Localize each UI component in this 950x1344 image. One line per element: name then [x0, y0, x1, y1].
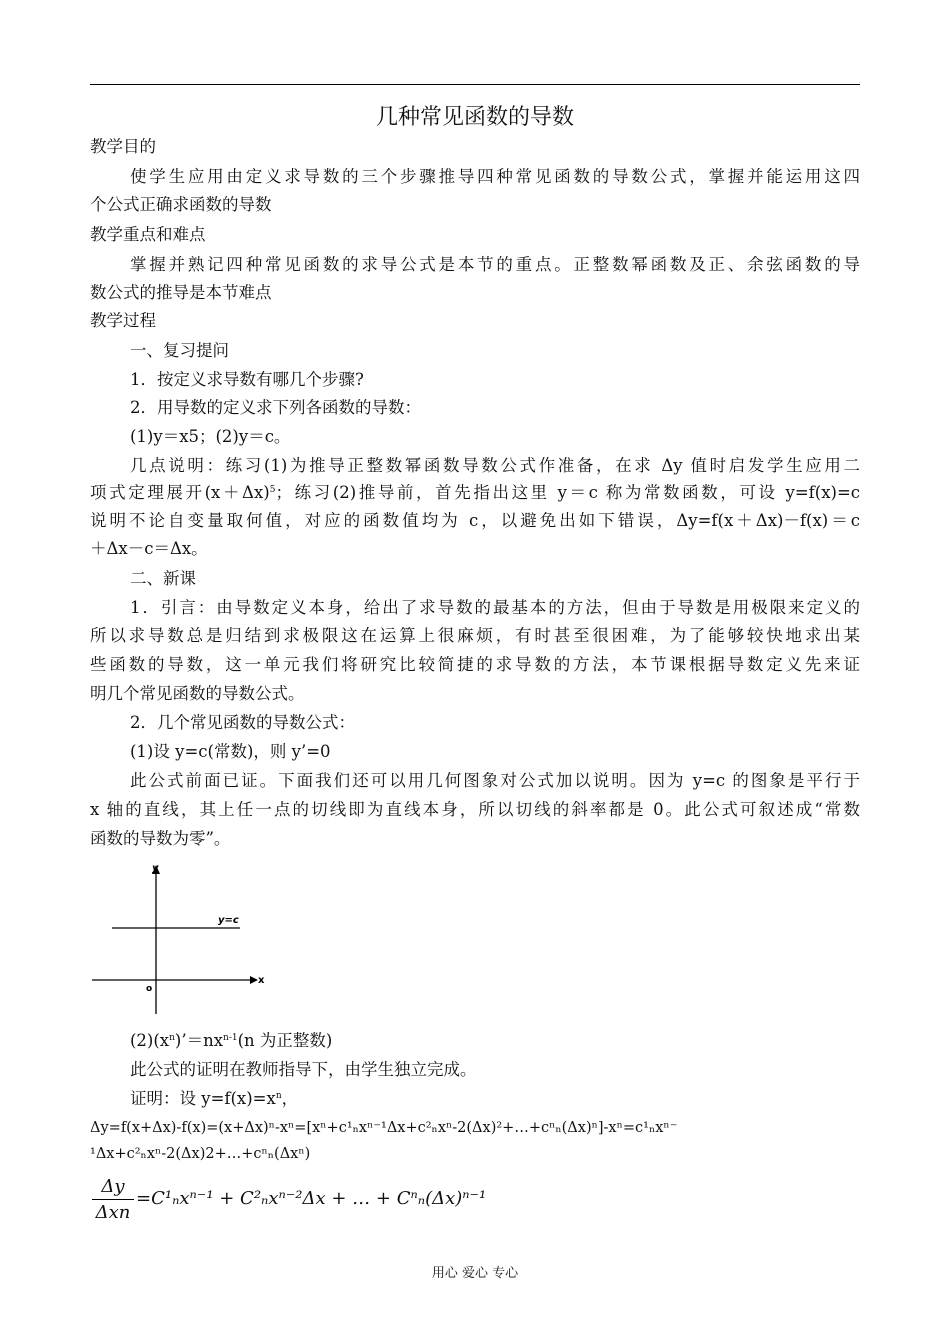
notes-line-4: ＋Δx－c＝Δx。: [90, 539, 208, 558]
intro-line-3: 些函数的导数，这一单元我们将研究比较简捷的求导数的方法，本节课根据导数定义先来证: [90, 655, 860, 674]
proof-intro: 证明：设 $y=f(x)=x^n$，: [130, 1089, 299, 1108]
formula-1-explain-3: 函数的导数为零”。: [90, 829, 231, 848]
objectives-line-2: 个公式正确求函数的导数: [90, 195, 272, 214]
keypoints-line-1: 掌握并熟记四种常见函数的求导公式是本节的重点。正整数幂函数及正、余弦函数的导: [130, 255, 860, 274]
notes-line-1: 几点说明：练习(1)为推导正整数幂函数导数公式作准备，在求 Δy 值时启发学生应用二: [130, 456, 860, 475]
y-axis-label: y: [152, 863, 159, 874]
difference-quotient: [92, 1176, 134, 1223]
formula-1: (1)设 y=c(常数)，则 y’=0: [130, 742, 331, 761]
keypoints-line-2: 数公式的推导是本节难点: [90, 283, 272, 302]
intro-line-4: 明几个常见函数的导数公式。: [90, 684, 305, 703]
delta-y-expansion-2: ¹Δx+c²ₙxⁿ-2(Δx)2+…+cⁿₙ(Δxⁿ): [90, 1146, 311, 1162]
formula-2-note: 此公式的证明在教师指导下，由学生独立完成。: [130, 1060, 477, 1079]
page-footer: 用心 爱心 专心: [431, 1266, 519, 1281]
section-heading-objectives: 教学目的: [90, 137, 156, 156]
formula-2: $(2)(x^n)’=nx^{n-1}(n$ 为正整数): [130, 1031, 333, 1050]
question-2: 2．用导数的定义求下列各函数的导数：: [130, 398, 421, 417]
intro-line-1: 1．引言：由导数定义本身，给出了求导数的最基本的方法，但由于导数是用极限来定义的: [130, 598, 860, 617]
new-lesson-heading: 二、新课: [130, 569, 196, 588]
constant-line-label: y=c: [218, 915, 239, 926]
fraction-bar: [92, 1199, 134, 1200]
x-axis-label: x: [258, 975, 265, 986]
question-2-items: (1)y＝x5；(2)y＝c。: [130, 427, 291, 446]
formula-1-explain-2: x 轴的直线，其上任一点的切线即为直线本身，所以切线的斜率都是 0。此公式可叙述成“常数: [90, 800, 860, 819]
constant-function-graph: [90, 858, 280, 1018]
origin-label: o: [146, 984, 153, 994]
objectives-line-1: 使学生应用由定义求导数的三个步骤推导四种常见函数的导数公式，掌握并能运用这四: [130, 167, 860, 186]
page-title: 几种常见函数的导数: [375, 105, 574, 130]
review-heading: 一、复习提问: [130, 341, 229, 360]
question-1: 1．按定义求导数有哪几个步骤?: [130, 370, 364, 389]
section-heading-process: 教学过程: [90, 311, 156, 330]
intro-line-2: 所以求导数总是归结到求极限这在运算上很麻烦，有时甚至很困难，为了能够较快地求出某: [90, 626, 860, 645]
fraction-numerator: Δy: [101, 1176, 125, 1197]
difference-quotient-rhs: =C¹ₙxⁿ⁻¹ + C²ₙxⁿ⁻²Δx + … + Cⁿₙ(Δx)ⁿ⁻¹: [136, 1188, 487, 1209]
formulas-heading: 2．几个常见函数的导数公式：: [130, 713, 355, 732]
notes-line-3: 说明不论自变量取何值，对应的函数值均为 c，以避免出如下错误，Δy=f(x＋Δx)－f(x)＝c: [90, 511, 860, 530]
fraction-denominator: Δxn: [95, 1202, 131, 1223]
notes-line-2: 项式定理展开$(x+\Delta x)^5$；练习(2)推导前，首先指出这里 y＝c 称为常数函数，可设 y=f(x)=c: [90, 483, 861, 502]
header-rule: [90, 84, 860, 85]
section-heading-keypoints: 教学重点和难点: [90, 225, 206, 244]
delta-y-expansion-1: Δy=f(x+Δx)-f(x)=(x+Δx)ⁿ-xⁿ=[xⁿ+c¹ₙxⁿ⁻¹Δx+c²ₙxⁿ-2(Δx)²+…+cⁿₙ(Δx)ⁿ]-xⁿ=c¹ₙxⁿ⁻: [90, 1120, 678, 1136]
x-axis-arrow: [250, 976, 258, 984]
formula-1-explain-1: 此公式前面已证。下面我们还可以用几何图象对公式加以说明。因为 y=c 的图象是平行于: [130, 771, 860, 790]
